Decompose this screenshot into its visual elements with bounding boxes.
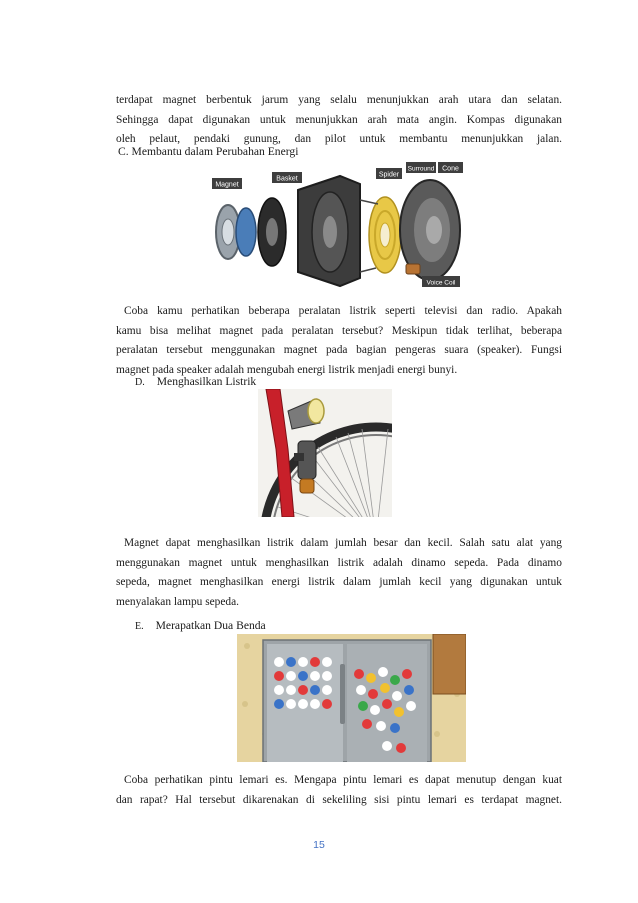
text-line: peralatan tersebut menggunakan magnet pada bagian pengeras suara (speaker). Fungsi	[116, 344, 562, 357]
text-line: dan rapat? Hal tersebut dikarenakan di sekeliling sisi pintu lemari es terdapat magnet.	[116, 793, 562, 806]
section-c-heading-text: C. Membantu dalam Perubahan Energi	[118, 145, 299, 158]
text-line: menyalakan lampu sepeda.	[116, 595, 240, 608]
voice-coil	[406, 264, 420, 274]
speaker-dustcap	[426, 216, 442, 244]
label-spider: Spider	[378, 171, 400, 179]
text-line: Coba kamu perhatikan beberapa peralatan listrik seperti televisi dan radio. Apakah	[124, 305, 562, 317]
text-line: terdapat magnet berbentuk jarum yang selalu menunjukkan arah utara dan selatan.	[116, 94, 562, 106]
section-d-heading	[135, 375, 256, 388]
lamp-lens	[308, 399, 324, 423]
bicycle-dynamo-illustration	[258, 389, 392, 517]
fridge-figure	[237, 634, 466, 762]
section-e-label: E.	[135, 621, 144, 632]
label-magnet: Magnet	[215, 181, 239, 189]
fridge-handle	[340, 664, 345, 724]
magnet-disc	[236, 208, 256, 256]
section-d-label: D.	[135, 377, 145, 388]
text-line: sepeda, magnet menghasilkan energi listrik dalam jumlah kecil yang digunakan untuk	[116, 576, 562, 589]
label-basket: Basket	[276, 175, 298, 183]
section-c-heading	[118, 145, 298, 158]
text-line: magnet pada speaker adalah mengubah energi listrik menjadi energi bunyi.	[116, 363, 458, 376]
section-e-heading-text: Merapatkan Dua Benda	[155, 619, 266, 632]
text-line: menggunakan magnet untuk menghasilkan listrik adalah dinamo sepeda. Pada dinamo	[116, 556, 562, 569]
text-line: Coba perhatikan pintu lemari es. Mengapa pintu lemari es dapat menutup dengan kuat	[124, 774, 562, 786]
speaker-exploded-illustration	[210, 160, 465, 290]
basket-center	[323, 216, 337, 248]
label-cone: Cone	[442, 165, 459, 173]
top-paragraph	[116, 91, 562, 150]
speaker-figure	[210, 160, 465, 290]
section-e-heading	[135, 619, 266, 632]
assembly-pin	[360, 268, 376, 272]
text-line: oleh pelaut, pendaki gunung, dan pilot untuk membantu menunjukkan jalan.	[116, 133, 562, 146]
dynamo-paragraph	[116, 534, 562, 612]
text-line: kamu bisa melihat magnet pada peralatan tersebut? Meskipun tidak terlihat, beberapa	[116, 324, 562, 337]
text-line: Sehingga dapat digunakan untuk menunjukkan arah mata angin. Kompas digunakan	[116, 113, 562, 126]
text-line: Magnet dapat menghasilkan listrik dalam jumlah besar dan kecil. Salah satu alat yang	[124, 537, 562, 549]
dynamo-figure	[258, 389, 392, 517]
page-number: 15	[313, 839, 325, 851]
label-voice-coil: Voice Coil	[426, 279, 456, 287]
magnet-core-hole	[266, 218, 278, 246]
speaker-paragraph	[116, 302, 562, 380]
section-d-heading-text: Menghasilkan Listrik	[156, 375, 257, 388]
fridge-paragraph	[116, 771, 562, 810]
magnet-ring-inner	[222, 219, 234, 245]
spider-ring-inner	[380, 223, 390, 247]
assembly-pin	[360, 200, 378, 204]
label-surround: Surround	[407, 165, 435, 173]
cabinet	[433, 634, 466, 694]
fridge-magnets-illustration	[237, 634, 466, 762]
